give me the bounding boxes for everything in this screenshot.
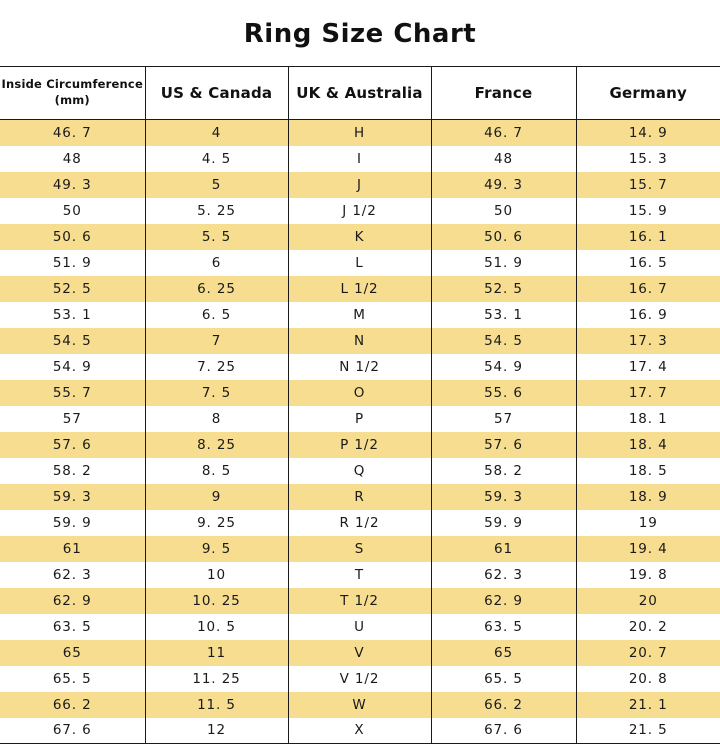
cell-france: 63. 5: [431, 614, 576, 640]
table-row: [0, 172, 720, 198]
cell-uk-australia: V: [288, 640, 431, 666]
cell-circumference: 58. 2: [0, 458, 145, 484]
cell-circumference: 50. 6: [0, 224, 145, 250]
cell-circumference: 50: [0, 198, 145, 224]
table-row: [0, 224, 720, 250]
cell-us-canada: 6. 5: [145, 302, 288, 328]
cell-us-canada: 8: [145, 406, 288, 432]
cell-france: 66. 2: [431, 692, 576, 718]
cell-uk-australia: Q: [288, 458, 431, 484]
cell-germany: 18. 5: [576, 458, 720, 484]
cell-germany: 20. 7: [576, 640, 720, 666]
table-row: [0, 718, 720, 744]
cell-uk-australia: M: [288, 302, 431, 328]
table-row: [0, 276, 720, 302]
table-row: [0, 380, 720, 406]
table-row: [0, 666, 720, 692]
cell-us-canada: 11: [145, 640, 288, 666]
cell-us-canada: 12: [145, 718, 288, 744]
cell-us-canada: 10: [145, 562, 288, 588]
cell-us-canada: 7: [145, 328, 288, 354]
cell-uk-australia: J: [288, 172, 431, 198]
cell-germany: 15. 9: [576, 198, 720, 224]
cell-circumference: 65: [0, 640, 145, 666]
cell-france: 46. 7: [431, 120, 576, 146]
cell-france: 61: [431, 536, 576, 562]
cell-us-canada: 9. 5: [145, 536, 288, 562]
cell-france: 52. 5: [431, 276, 576, 302]
table-row: [0, 614, 720, 640]
cell-circumference: 62. 9: [0, 588, 145, 614]
cell-germany: 14. 9: [576, 120, 720, 146]
cell-circumference: 53. 1: [0, 302, 145, 328]
cell-circumference: 49. 3: [0, 172, 145, 198]
cell-germany: 19: [576, 510, 720, 536]
table-row: [0, 640, 720, 666]
cell-circumference: 51. 9: [0, 250, 145, 276]
cell-germany: 19. 8: [576, 562, 720, 588]
column-header-uk-australia: UK & Australia: [288, 67, 431, 120]
cell-circumference: 66. 2: [0, 692, 145, 718]
cell-us-canada: 8. 25: [145, 432, 288, 458]
cell-us-canada: 5: [145, 172, 288, 198]
cell-uk-australia: I: [288, 146, 431, 172]
table-row: [0, 198, 720, 224]
cell-france: 51. 9: [431, 250, 576, 276]
table-body: [0, 120, 720, 744]
cell-germany: 20. 2: [576, 614, 720, 640]
cell-germany: 15. 3: [576, 146, 720, 172]
cell-france: 50: [431, 198, 576, 224]
cell-uk-australia: H: [288, 120, 431, 146]
cell-germany: 18. 4: [576, 432, 720, 458]
cell-uk-australia: L: [288, 250, 431, 276]
cell-circumference: 61: [0, 536, 145, 562]
cell-germany: 17. 3: [576, 328, 720, 354]
table-row: [0, 328, 720, 354]
cell-france: 65: [431, 640, 576, 666]
cell-france: 49. 3: [431, 172, 576, 198]
column-header-germany: Germany: [576, 67, 720, 120]
cell-france: 50. 6: [431, 224, 576, 250]
table-row: [0, 250, 720, 276]
table-header-row: [0, 67, 720, 120]
cell-uk-australia: V 1/2: [288, 666, 431, 692]
cell-germany: 16. 7: [576, 276, 720, 302]
cell-us-canada: 5. 5: [145, 224, 288, 250]
cell-france: 59. 3: [431, 484, 576, 510]
cell-france: 57: [431, 406, 576, 432]
cell-germany: 18. 9: [576, 484, 720, 510]
cell-uk-australia: U: [288, 614, 431, 640]
cell-germany: 18. 1: [576, 406, 720, 432]
cell-uk-australia: T: [288, 562, 431, 588]
cell-us-canada: 9: [145, 484, 288, 510]
cell-circumference: 67. 6: [0, 718, 145, 744]
cell-france: 62. 3: [431, 562, 576, 588]
cell-us-canada: 11. 5: [145, 692, 288, 718]
cell-france: 48: [431, 146, 576, 172]
cell-france: 54. 5: [431, 328, 576, 354]
cell-germany: 15. 7: [576, 172, 720, 198]
cell-uk-australia: N 1/2: [288, 354, 431, 380]
cell-us-canada: 6. 25: [145, 276, 288, 302]
cell-us-canada: 8. 5: [145, 458, 288, 484]
column-header-france: France: [431, 67, 576, 120]
cell-germany: 16. 5: [576, 250, 720, 276]
cell-us-canada: 6: [145, 250, 288, 276]
column-header-circ-line1: Inside Circumference: [1, 77, 143, 92]
cell-germany: 17. 7: [576, 380, 720, 406]
cell-us-canada: 7. 5: [145, 380, 288, 406]
cell-uk-australia: R: [288, 484, 431, 510]
column-header-us-canada: US & Canada: [145, 67, 288, 120]
cell-uk-australia: K: [288, 224, 431, 250]
column-header-circ-line2: (mm): [54, 93, 90, 107]
cell-germany: 21. 1: [576, 692, 720, 718]
cell-france: 58. 2: [431, 458, 576, 484]
cell-uk-australia: X: [288, 718, 431, 744]
cell-germany: 17. 4: [576, 354, 720, 380]
cell-france: 59. 9: [431, 510, 576, 536]
cell-uk-australia: J 1/2: [288, 198, 431, 224]
table-row: [0, 146, 720, 172]
cell-uk-australia: L 1/2: [288, 276, 431, 302]
table-row: [0, 120, 720, 146]
table-header: [0, 67, 720, 120]
cell-uk-australia: N: [288, 328, 431, 354]
table-row: [0, 458, 720, 484]
cell-circumference: 62. 3: [0, 562, 145, 588]
cell-germany: 20: [576, 588, 720, 614]
cell-france: 57. 6: [431, 432, 576, 458]
cell-circumference: 55. 7: [0, 380, 145, 406]
cell-uk-australia: T 1/2: [288, 588, 431, 614]
table-row: [0, 588, 720, 614]
cell-circumference: 52. 5: [0, 276, 145, 302]
cell-us-canada: 4. 5: [145, 146, 288, 172]
cell-germany: 20. 8: [576, 666, 720, 692]
cell-circumference: 57: [0, 406, 145, 432]
cell-circumference: 63. 5: [0, 614, 145, 640]
cell-france: 54. 9: [431, 354, 576, 380]
cell-uk-australia: P 1/2: [288, 432, 431, 458]
cell-us-canada: 5. 25: [145, 198, 288, 224]
cell-circumference: 59. 9: [0, 510, 145, 536]
cell-germany: 19. 4: [576, 536, 720, 562]
cell-uk-australia: W: [288, 692, 431, 718]
cell-circumference: 54. 5: [0, 328, 145, 354]
table-row: [0, 432, 720, 458]
page-title: Ring Size Chart: [243, 19, 477, 49]
cell-circumference: 57. 6: [0, 432, 145, 458]
cell-france: 62. 9: [431, 588, 576, 614]
table-row: [0, 692, 720, 718]
cell-us-canada: 10. 5: [145, 614, 288, 640]
cell-us-canada: 10. 25: [145, 588, 288, 614]
cell-uk-australia: O: [288, 380, 431, 406]
cell-germany: 16. 1: [576, 224, 720, 250]
cell-us-canada: 9. 25: [145, 510, 288, 536]
column-header-inside-circumference: [0, 67, 145, 120]
table-row: [0, 536, 720, 562]
cell-circumference: 65. 5: [0, 666, 145, 692]
cell-uk-australia: P: [288, 406, 431, 432]
cell-uk-australia: S: [288, 536, 431, 562]
table-row: [0, 406, 720, 432]
table-row: [0, 354, 720, 380]
cell-france: 67. 6: [431, 718, 576, 744]
table-row: [0, 484, 720, 510]
table-row: [0, 510, 720, 536]
table-row: [0, 562, 720, 588]
cell-circumference: 59. 3: [0, 484, 145, 510]
table-row: [0, 302, 720, 328]
cell-uk-australia: R 1/2: [288, 510, 431, 536]
cell-us-canada: 7. 25: [145, 354, 288, 380]
cell-germany: 21. 5: [576, 718, 720, 744]
ring-size-table: [0, 66, 720, 744]
cell-us-canada: 11. 25: [145, 666, 288, 692]
cell-circumference: 46. 7: [0, 120, 145, 146]
cell-circumference: 54. 9: [0, 354, 145, 380]
cell-circumference: 48: [0, 146, 145, 172]
cell-germany: 16. 9: [576, 302, 720, 328]
cell-france: 55. 6: [431, 380, 576, 406]
cell-france: 65. 5: [431, 666, 576, 692]
cell-france: 53. 1: [431, 302, 576, 328]
cell-us-canada: 4: [145, 120, 288, 146]
